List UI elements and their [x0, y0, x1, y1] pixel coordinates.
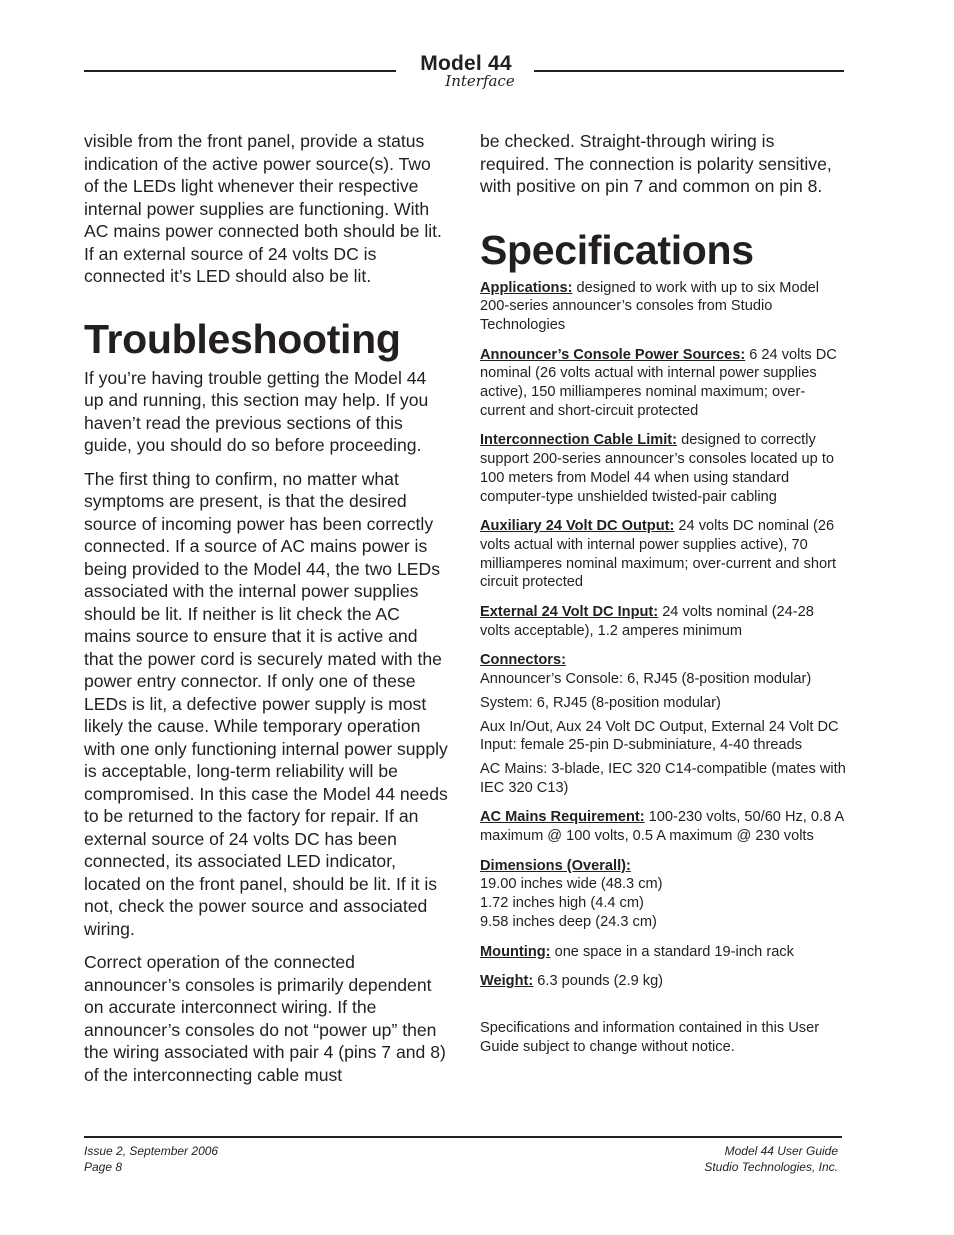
spec-power-sources: [480, 346, 846, 421]
logo-model: Model 44: [420, 52, 512, 75]
left-column: [84, 130, 450, 1097]
spec-value: designed to correctly support 200-series announcer’s consoles located up to 100 meters from Model 44 when using standard computer-type unshielded twisted-pair cabling: [480, 432, 834, 505]
model-logo: [402, 52, 530, 89]
spec-value: one space in a standard 19-inch rack: [554, 943, 794, 960]
spec-label: Announcer’s Console Power Sources:: [480, 346, 746, 363]
spec-weight: [480, 972, 846, 991]
spec-value: 24 volts nominal (24-28 volts acceptable), 1.2 amperes minimum: [480, 604, 814, 639]
dimension-line: 19.00 inches wide (48.3 cm): [480, 876, 663, 893]
spec-mounting: [480, 943, 846, 962]
connector-item: Aux In/Out, Aux 24 Volt DC Output, External 24 Volt DC Input: female 25-pin D-subminiature, 4-40 threads: [480, 718, 839, 754]
header-rule-left: [84, 70, 396, 72]
spec-cable-limit: [480, 431, 846, 506]
spec-value: 100-230 volts, 50/60 Hz, 0.8 A maximum @ 100 volts, 0.5 A maximum @ 230 volts: [480, 809, 844, 845]
footer-page-number: Page 8: [84, 1160, 123, 1174]
spec-aux-output: [480, 517, 846, 592]
spec-value: 24 volts DC nominal (26 volts actual with internal power supplies active), 70 milliamperes nominal maximum; over-current and short circuit protected: [480, 518, 837, 591]
spec-label: External 24 Volt DC Input:: [480, 604, 659, 621]
connector-item: Announcer’s Console: 6, RJ45 (8-position modular): [480, 671, 812, 688]
connector-item: System: 6, RJ45 (8-position modular): [480, 694, 721, 711]
spec-label: Mounting:: [480, 943, 551, 960]
spec-label: Dimensions (Overall):: [480, 857, 631, 874]
spec-label: Connectors:: [480, 652, 566, 669]
spec-value: 6.3 pounds (2.9 kg): [537, 973, 664, 990]
spec-dimensions: [480, 857, 846, 932]
footer-right: [704, 1143, 838, 1175]
spec-label: Applications:: [480, 279, 573, 296]
troubleshooting-heading: Troubleshooting: [84, 315, 401, 362]
footer-company: Studio Technologies, Inc.: [704, 1160, 838, 1174]
footer-left: [84, 1143, 218, 1175]
header-rule-right: [534, 70, 844, 72]
spec-applications: [480, 279, 846, 335]
troubleshooting-paragraph-2: The first thing to confirm, no matter what symptoms are present, is that the desired source of incoming power has been correctly connected. If a source of AC mains power is being provided to the Model 44, the two LEDs associated with the internal power supplies should be lit. If neither is lit check the AC mains source to ensure that it is active and that the power cord is securely mated with the power entry connector. If only one of these LEDs is lit, a defective power supply is most likely the cause. While temporary operation with one only functioning internal power supply is acceptable, long-term reliability will be compromised. In this case the Model 44 needs to be returned to the factory for repair. If an external source of 24 volts DC has been connected, its associated LED indicator, located on the front panel, should be lit. If it is not, check the power source and associated wiring.: [84, 468, 448, 939]
specifications-notice: Specifications and information contained in this User Guide subject to change without notice.: [480, 1020, 820, 1055]
troubleshooting-paragraph-1: If you’re having trouble getting the Model 44 up and running, this section may help. If you haven’t read the previous sections of this guide, you should do so before proceeding.: [84, 367, 429, 455]
spec-value: designed to work with up to six Model 200-series announcer’s consoles from Studio Technologies: [480, 279, 820, 333]
footer-rule: [84, 1136, 842, 1138]
right-column: [480, 130, 846, 1056]
spec-ac-mains: [480, 808, 846, 845]
spec-label: Auxiliary 24 Volt DC Output:: [480, 518, 675, 535]
specifications-heading: Specifications: [480, 226, 754, 273]
spec-value: 6 24 volts DC nominal (26 volts actual with internal power supplies active), 150 milliamperes nominal maximum; over-current and short-circuit protected: [480, 346, 837, 419]
troubleshooting-paragraph-3: Correct operation of the connected announcer’s consoles is primarily dependent on accurate interconnect wiring. If the announcer’s consoles do not “power up” then the wiring associated with pair 4 (pins 7 and 8) of the interconnecting cable must: [84, 952, 446, 1085]
footer-guide-title: Model 44 User Guide: [724, 1144, 838, 1158]
spec-ext-input: [480, 603, 846, 640]
dimension-line: 1.72 inches high (4.4 cm): [480, 895, 644, 912]
logo-product: Interface: [445, 72, 515, 90]
dimension-line: 9.58 inches deep (24.3 cm): [480, 913, 657, 930]
spec-label: AC Mains Requirement:: [480, 809, 645, 826]
spec-label: Interconnection Cable Limit:: [480, 432, 678, 449]
spec-label: Weight:: [480, 973, 534, 990]
spec-connectors: [480, 651, 846, 688]
connector-item: AC Mains: 3-blade, IEC 320 C14-compatible (mates with IEC 320 C13): [480, 760, 846, 796]
continuation-paragraph: be checked. Straight-through wiring is required. The connection is polarity sensitive, with positive on pin 7 and common on pin 8.: [480, 131, 832, 196]
intro-paragraph: visible from the front panel, provide a status indication of the active power source(s). Two of the LEDs light whenever their respective internal power supplies are functioning. With AC mains power connected both should be lit. If an external source of 24 volts DC is connected it’s LED should also be lit.: [84, 131, 442, 286]
footer-issue: Issue 2, September 2006: [84, 1144, 219, 1158]
